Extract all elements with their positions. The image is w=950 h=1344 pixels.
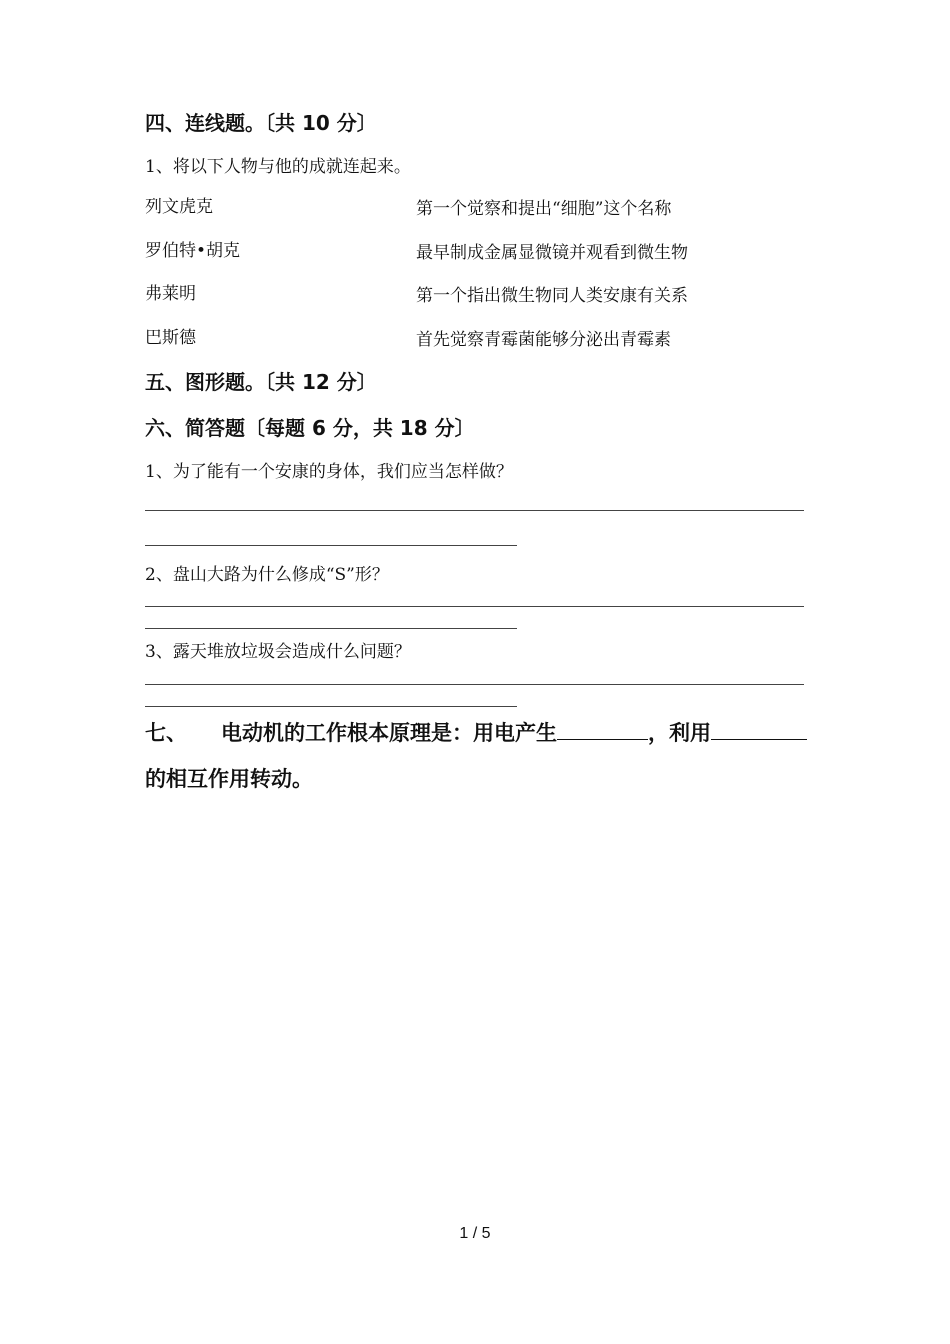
section-6-question-3: 3、露天堆放垃圾会造成什么问题？: [145, 642, 411, 662]
section-7-text-1: 电动机的工作根本原理是：用电产生: [221, 721, 557, 745]
achievement-3: 第一个指出微生物同人类安康有关系: [416, 286, 688, 306]
section-5-title: 五、图形题。〔共 12 分〕: [145, 370, 377, 394]
section-4-question-1: 1、将以下人物与他的成就连起来。: [145, 157, 411, 177]
answer-line-2b[interactable]: [145, 628, 517, 629]
person-2: 罗伯特•胡克: [145, 241, 241, 261]
answer-line-3a[interactable]: [145, 684, 804, 685]
answer-line-3b[interactable]: [145, 706, 517, 707]
section-7-line-1: [145, 717, 807, 747]
person-1: 列文虎克: [145, 197, 213, 217]
person-3: 弗莱明: [145, 284, 196, 304]
page-number: 1 / 5: [459, 1225, 491, 1242]
answer-line-1b[interactable]: [145, 545, 517, 546]
fill-blank-1[interactable]: [557, 721, 648, 740]
fill-blank-2[interactable]: [711, 721, 807, 740]
section-7-prefix: 七、: [145, 721, 187, 745]
answer-line-2a[interactable]: [145, 606, 804, 607]
achievement-4: 首先觉察青霉菌能够分泌出青霉素: [416, 330, 671, 350]
section-7-line-2: 的相互作用转动。: [145, 767, 313, 791]
achievement-2: 最早制成金属显微镜并观看到微生物: [416, 243, 688, 263]
section-6-question-2: 2、盘山大路为什么修成“S”形？: [145, 565, 389, 585]
answer-line-1a[interactable]: [145, 510, 804, 511]
achievement-1: 第一个觉察和提出“细胞”这个名称: [416, 199, 672, 219]
section-7-text-2: ，利用: [648, 721, 711, 745]
person-4: 巴斯德: [145, 328, 196, 348]
section-6-question-1: 1、为了能有一个安康的身体，我们应当怎样做？: [145, 462, 513, 482]
section-6-title: 六、简答题〔每题 6 分，共 18 分〕: [145, 416, 475, 440]
section-4-title: 四、连线题。〔共 10 分〕: [145, 111, 377, 135]
